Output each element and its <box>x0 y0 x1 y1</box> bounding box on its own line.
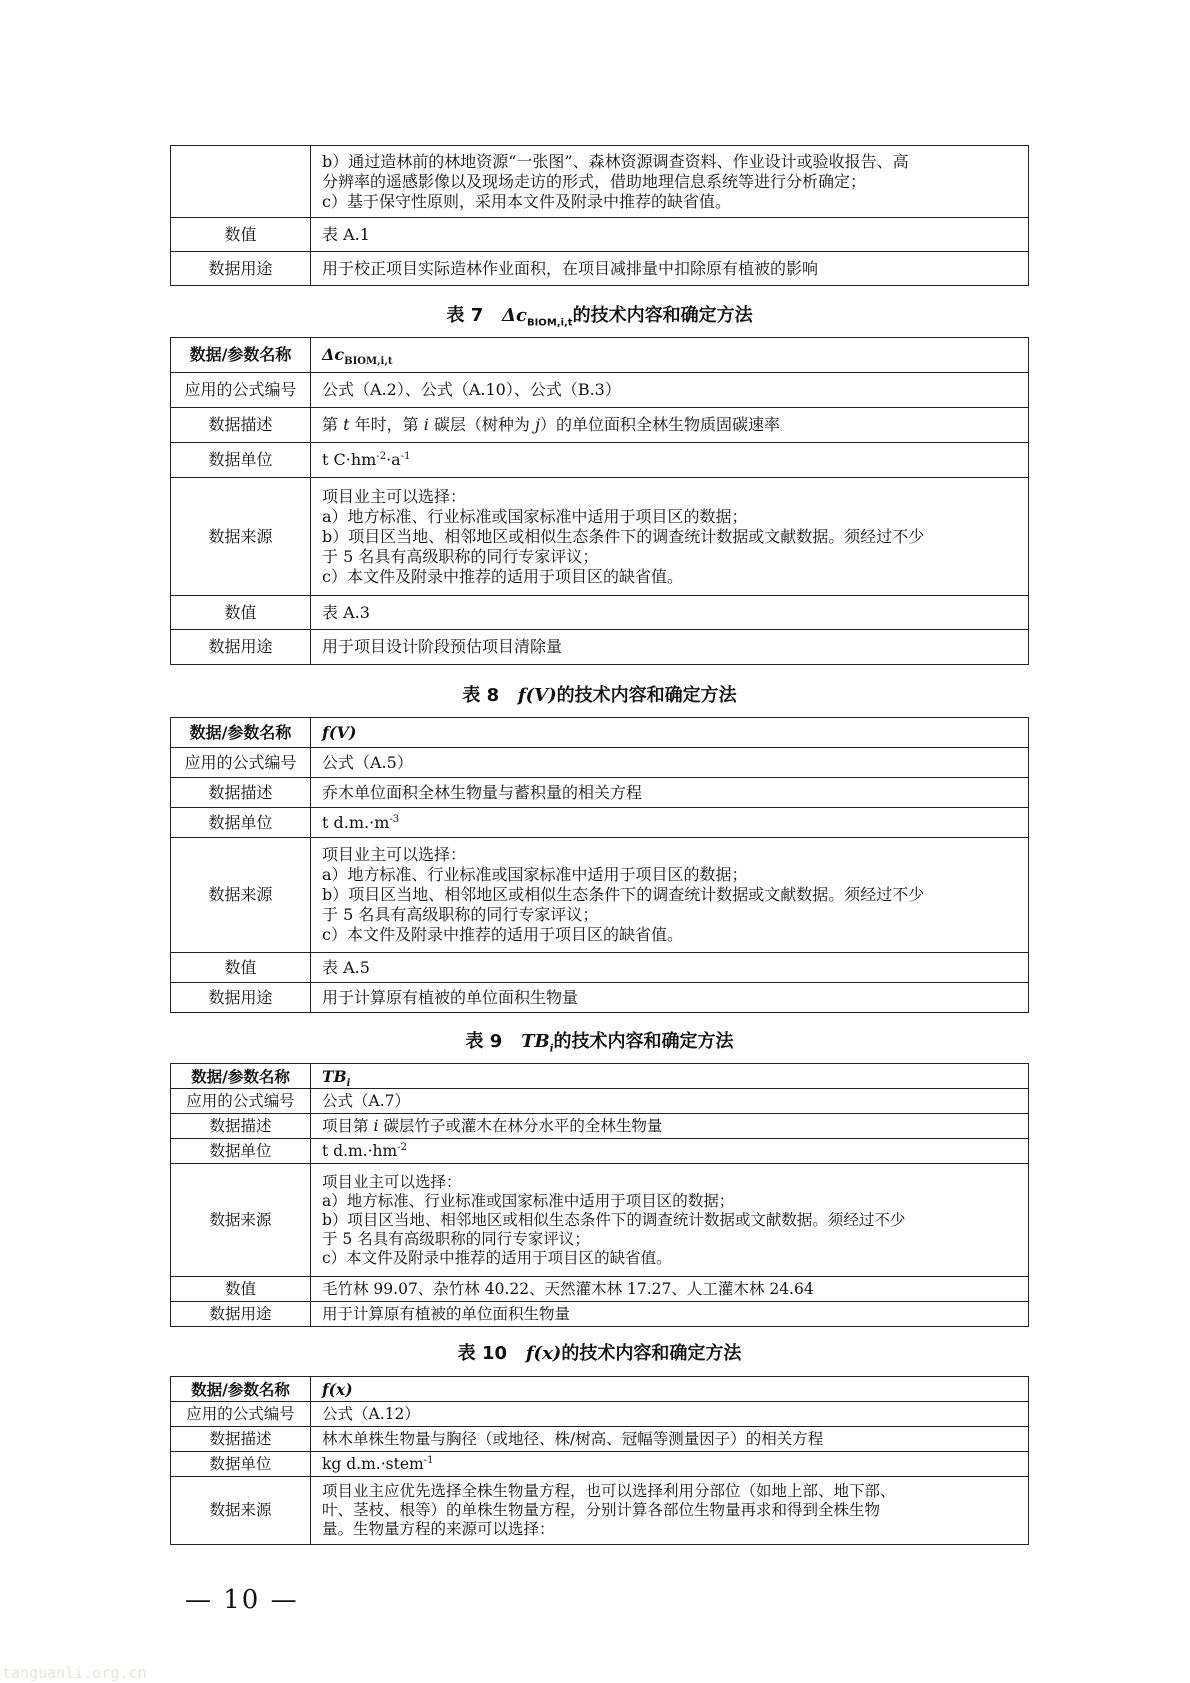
source-line: 分辨率的遥感影像以及现场走访的形式，借助地理信息系统等进行分析确定； <box>322 171 867 191</box>
usage-label: 数据用途 <box>171 983 311 1013</box>
source-cell <box>311 146 1029 218</box>
page-number: — 10 — <box>185 1585 299 1615</box>
source-cell <box>311 838 1029 953</box>
source-line: b）项目区当地、相邻地区或相似生态条件下的调查统计数据或文献数据。须经过不少 <box>322 1210 906 1229</box>
table-10-caption: 表 10 f(x)的技术内容和确定方法 <box>457 1343 742 1364</box>
source-label-cell <box>171 146 311 218</box>
source-cell <box>311 1164 1029 1277</box>
source-line: 项目业主可以选择： <box>322 1172 462 1191</box>
desc-cell: 第 t 年时，第 i 碳层（树种为 j）的单位面积全林生物质固碳速率 <box>311 408 1029 443</box>
source-line: 项目业主应优先选择全株生物量方程，也可以选择利用分部位（如地上部、地下部、 <box>322 1482 896 1500</box>
value-cell: 表 A.5 <box>311 953 1029 983</box>
param-name-cell: $TB_i$ <box>311 1064 1029 1089</box>
formula-cell: 公式（A.2）、公式（A.10）、公式（B.3） <box>311 373 1029 408</box>
usage-cell: 用于计算原有植被的单位面积生物量 <box>311 983 1029 1013</box>
unit-label: 数据单位 <box>171 1139 311 1164</box>
source-label: 数据来源 <box>171 838 311 953</box>
source-line: c）本文件及附录中推荐的适用于项目区的缺省值。 <box>322 1248 672 1267</box>
usage-label: 数据用途 <box>171 252 311 286</box>
unit-label: 数据单位 <box>171 1452 311 1477</box>
source-line: 于 5 名具有高级职称的同行专家评议； <box>322 546 599 566</box>
usage-cell: 用于校正项目实际造林作业面积，在项目减排量中扣除原有植被的影响 <box>311 252 1029 286</box>
source-line: a）地方标准、行业标准或国家标准中适用于项目区的数据； <box>322 865 748 884</box>
source-line: 项目业主可以选择： <box>322 486 467 506</box>
table-8-caption: 表 8 f(V)的技术内容和确定方法 <box>462 685 737 706</box>
source-line: 量。生物量方程的来源可以选择： <box>322 1520 555 1538</box>
formula-label: 应用的公式编号 <box>171 373 311 408</box>
usage-cell: 用于计算原有植被的单位面积生物量 <box>311 1302 1029 1327</box>
source-line: b）项目区当地、相邻地区或相似生态条件下的调查统计数据或文献数据。须经过不少 <box>322 885 925 904</box>
table-8 <box>170 717 1029 1013</box>
desc-cell: 林木单株生物量与胸径（或地径、株/树高、冠幅等测量因子）的相关方程 <box>311 1427 1029 1452</box>
param-name-label: 数据/参数名称 <box>171 338 311 373</box>
unit-cell: t $d.m.\cdot hm^{-2}$ <box>311 1139 1029 1164</box>
unit-label: 数据单位 <box>171 443 311 478</box>
usage-label: 数据用途 <box>171 630 311 665</box>
formula-label: 应用的公式编号 <box>171 1089 311 1114</box>
table-6-continuation <box>170 145 1029 286</box>
watermark: tanguanli.org.cn <box>2 1664 147 1682</box>
source-line: a）地方标准、行业标准或国家标准中适用于项目区的数据； <box>322 1191 735 1210</box>
source-cell <box>311 478 1029 596</box>
desc-label: 数据描述 <box>171 778 311 808</box>
value-label: 数值 <box>171 953 311 983</box>
param-name-label: 数据/参数名称 <box>171 718 311 748</box>
value-label: 数值 <box>171 218 311 252</box>
source-line: 于 5 名具有高级职称的同行专家评议； <box>322 905 599 924</box>
table-10 <box>170 1376 1029 1545</box>
usage-cell: 用于项目设计阶段预估项目清除量 <box>311 630 1029 665</box>
formula-cell: 公式（A.5） <box>311 748 1029 778</box>
source-line: c）本文件及附录中推荐的适用于项目区的缺省值。 <box>322 925 683 944</box>
source-line: b）通过造林前的林地资源“一张图”、森林资源调查资料、作业设计或验收报告、高 <box>322 151 909 171</box>
value-cell: 表 A.1 <box>311 218 1029 252</box>
unit-cell: t $C\cdot hm^{-2}\cdot a^{-1}$ <box>311 443 1029 478</box>
desc-label: 数据描述 <box>171 408 311 443</box>
param-name-cell: $\Delta c_{BIOM,i,t}$ <box>311 338 1029 373</box>
formula-cell: 公式（A.7） <box>311 1089 1029 1114</box>
param-name-label: 数据/参数名称 <box>171 1377 311 1402</box>
source-line: c）本文件及附录中推荐的适用于项目区的缺省值。 <box>322 566 683 586</box>
desc-cell: 乔木单位面积全林生物量与蓄积量的相关方程 <box>311 778 1029 808</box>
source-line: 叶、茎枝、根等）的单株生物量方程，分别计算各部位生物量再求和得到全株生物 <box>322 1501 881 1519</box>
param-name-cell: f(x) <box>311 1377 1029 1402</box>
table-9-caption: 表 9 $TB_i$的技术内容和确定方法 <box>465 1031 734 1055</box>
desc-label: 数据描述 <box>171 1427 311 1452</box>
unit-cell: t $d.m.\cdot m^{-3}$ <box>311 808 1029 838</box>
table-7-caption: 表 7 $\Delta c_{BIOM,i,t}$的技术内容和确定方法 <box>446 305 753 329</box>
source-line: c）基于保守性原则，采用本文件及附录中推荐的缺省值。 <box>322 191 731 211</box>
source-line: b）项目区当地、相邻地区或相似生态条件下的调查统计数据或文献数据。须经过不少 <box>322 526 925 546</box>
source-label: 数据来源 <box>171 1164 311 1277</box>
value-cell: 毛竹林 99.07、杂竹林 40.22、天然灌木林 17.27、人工灌木林 24.64 <box>311 1277 1029 1302</box>
source-line: 项目业主可以选择： <box>322 845 467 864</box>
source-line: 于 5 名具有高级职称的同行专家评议； <box>322 1229 590 1248</box>
desc-label: 数据描述 <box>171 1114 311 1139</box>
desc-cell: 项目第 i 碳层竹子或灌木在林分水平的全林生物量 <box>311 1114 1029 1139</box>
source-cell <box>311 1477 1029 1545</box>
formula-label: 应用的公式编号 <box>171 748 311 778</box>
formula-label: 应用的公式编号 <box>171 1402 311 1427</box>
value-label: 数值 <box>171 596 311 630</box>
param-name-cell: f(V) <box>311 718 1029 748</box>
unit-label: 数据单位 <box>171 808 311 838</box>
source-label: 数据来源 <box>171 478 311 596</box>
table-7 <box>170 337 1029 665</box>
table-9 <box>170 1063 1029 1327</box>
param-name-label: 数据/参数名称 <box>171 1064 311 1089</box>
value-label: 数值 <box>171 1277 311 1302</box>
unit-cell: kg d.m.·stem$^{-1}$ <box>311 1452 1029 1477</box>
value-cell: 表 A.3 <box>311 596 1029 630</box>
usage-label: 数据用途 <box>171 1302 311 1327</box>
source-label: 数据来源 <box>171 1477 311 1545</box>
source-line: a）地方标准、行业标准或国家标准中适用于项目区的数据； <box>322 506 748 526</box>
formula-cell: 公式（A.12） <box>311 1402 1029 1427</box>
